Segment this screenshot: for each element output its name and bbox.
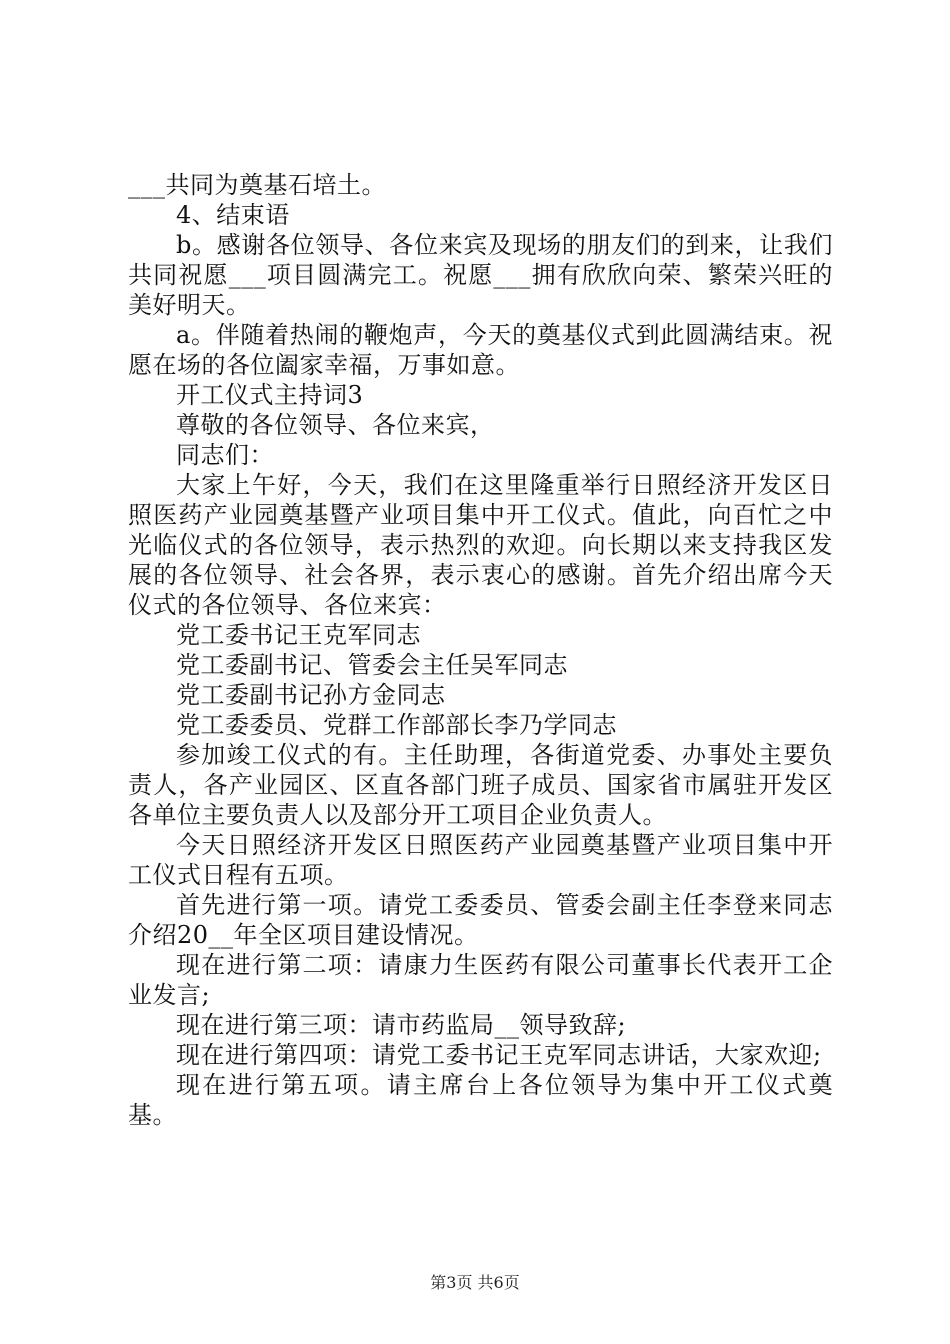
paragraph: 现在进行第四项：请党工委书记王克军同志讲话，大家欢迎;: [176, 1041, 822, 1069]
paragraph: 现在进行第二项：请康力生医药有限公司董事长代表开工企业发言;: [128, 951, 833, 1009]
paragraph: a。伴随着热闹的鞭炮声，今天的奠基仪式到此圆满结束。祝愿在场的各位阖家幸福，万事如意。: [128, 321, 833, 379]
paragraph: ___共同为奠基石培土。: [128, 171, 386, 199]
section-heading: 4、结束语: [176, 201, 290, 229]
paragraph: 首先进行第一项。请党工委委员、管委会副主任李登来同志介绍20__年全区项目建设情况。: [128, 891, 833, 949]
salutation: 尊敬的各位领导、各位来宾，: [176, 411, 495, 439]
paragraph: 现在进行第三项：请市药监局__领导致辞;: [176, 1011, 627, 1039]
section-heading: 开工仪式主持词3: [176, 381, 364, 409]
guest-line: 党工委副书记孙方金同志: [176, 681, 446, 709]
document-body: [128, 170, 833, 1130]
salutation: 同志们：: [176, 441, 274, 469]
guest-line: 党工委副书记、管委会主任吴军同志: [176, 651, 568, 679]
paragraph: 今天日照经济开发区日照医药产业园奠基暨产业项目集中开工仪式日程有五项。: [128, 831, 833, 889]
paragraph: 大家上午好，今天，我们在这里隆重举行日照经济开发区日照医药产业园奠基暨产业项目集中开工仪式。值此，向百忙之中光临仪式的各位领导，表示热烈的欢迎。向长期以来支持我区发展的各位领导、社会各界，表示衷心的感谢。首先介绍出席今天仪式的各位领导、各位来宾：: [128, 471, 833, 619]
paragraph: 现在进行第五项。请主席台上各位领导为集中开工仪式奠基。: [128, 1071, 833, 1129]
paragraph: b。感谢各位领导、各位来宾及现场的朋友们的到来，让我们共同祝愿___项目圆满完工。祝愿___拥有欣欣向荣、繁荣兴旺的美好明天。: [128, 231, 833, 319]
guest-line: 党工委书记王克军同志: [176, 621, 421, 649]
page-number-footer: 第3页 共6页: [430, 1273, 520, 1292]
guest-line: 党工委委员、党群工作部部长李乃学同志: [176, 711, 617, 739]
paragraph: 参加竣工仪式的有。主任助理，各街道党委、办事处主要负责人，各产业园区、区直各部门班子成员、国家省市属驻开发区各单位主要负责人以及部分开工项目企业负责人。: [128, 741, 833, 829]
